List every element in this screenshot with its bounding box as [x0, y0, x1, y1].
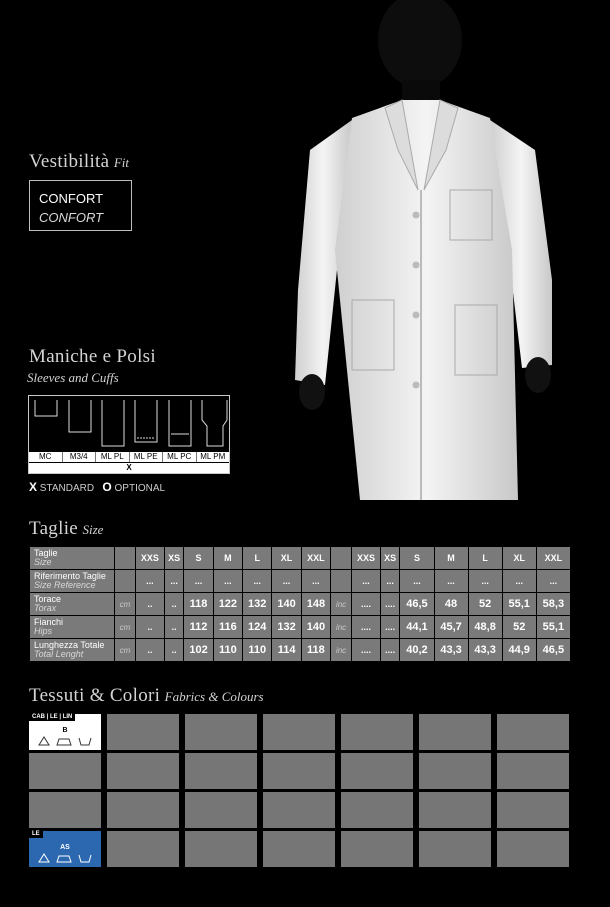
- unit-cell: [115, 570, 135, 592]
- fit-subtitle: Fit: [113, 155, 129, 170]
- fabrics-title: Tessuti & Colori: [29, 685, 161, 706]
- fabrics-subtitle: Fabrics & Colours: [164, 689, 264, 704]
- size-value-cell: 140: [272, 593, 300, 615]
- care-symbols-icon: [37, 736, 93, 746]
- size-value-cell: 58,3: [537, 593, 570, 615]
- row-label-it: Fianchi: [34, 617, 64, 627]
- size-header-cell: XXL: [302, 547, 330, 569]
- size-header-cell: M: [214, 547, 242, 569]
- size-value-cell: 44,9: [503, 639, 536, 661]
- care-symbols-icon: [37, 853, 93, 863]
- fabric-swatch-empty: [263, 714, 335, 750]
- fabric-swatch-empty: [419, 714, 491, 750]
- size-value-cell: ....: [381, 593, 400, 615]
- unit-cell: inc: [331, 616, 351, 638]
- unit-cell: inc: [331, 639, 351, 661]
- size-value-cell: 114: [272, 639, 300, 661]
- size-value-cell: 46,5: [537, 639, 570, 661]
- row-label-it: Taglie: [34, 548, 58, 558]
- fabric-swatch-empty: [107, 753, 179, 789]
- sleeve-option: ML PE: [130, 452, 164, 462]
- fabric-swatch-empty: [341, 831, 413, 867]
- size-value-cell: 55,1: [503, 593, 536, 615]
- row-label-en: Hips: [34, 626, 53, 636]
- sleeves-legend: [29, 480, 165, 494]
- size-value-cell: 52: [469, 593, 502, 615]
- legend-x-mark: X: [29, 480, 38, 494]
- size-value-cell: ...: [136, 570, 164, 592]
- size-value-cell: 46,5: [400, 593, 433, 615]
- unit-cell: cm: [115, 639, 135, 661]
- fabric-swatch-blue: [29, 831, 101, 867]
- unit-cell: [331, 570, 351, 592]
- row-label-it: Torace: [34, 594, 62, 604]
- size-value-cell: 44,1: [400, 616, 433, 638]
- legend-x-label: STANDARD: [39, 483, 95, 494]
- size-value-cell: 122: [214, 593, 242, 615]
- size-row: [30, 616, 570, 638]
- size-value-cell: 110: [214, 639, 242, 661]
- fabrics-heading: [29, 685, 264, 707]
- fabric-swatch-empty: [419, 831, 491, 867]
- size-value-cell: ...: [537, 570, 570, 592]
- fabric-swatch-empty: [497, 831, 569, 867]
- size-header-cell: XXS: [352, 547, 380, 569]
- size-header-cell: L: [469, 547, 502, 569]
- sleeves-title: Maniche e Polsi: [29, 346, 156, 367]
- fabric-swatch-empty: [419, 753, 491, 789]
- size-value-cell: 43,3: [435, 639, 468, 661]
- size-value-cell: ....: [352, 616, 380, 638]
- size-row-label: [30, 639, 114, 661]
- fit-value-it: CONFORT: [39, 191, 104, 206]
- size-value-cell: ...: [184, 570, 212, 592]
- size-value-cell: 43,3: [469, 639, 502, 661]
- fabric-swatch-empty: [185, 792, 257, 828]
- fabric-swatch-empty: [29, 792, 101, 828]
- size-row-label: [30, 593, 114, 615]
- row-label-en: Torax: [34, 603, 57, 613]
- size-value-cell: 40,2: [400, 639, 433, 661]
- row-label-en: Size: [34, 557, 52, 567]
- fabric-swatch-empty: [185, 714, 257, 750]
- unit-cell: [331, 547, 351, 569]
- size-value-cell: ....: [381, 639, 400, 661]
- sleeve-option: MC: [29, 452, 63, 462]
- size-value-cell: 110: [243, 639, 271, 661]
- fabric-swatch-empty: [107, 831, 179, 867]
- size-value-cell: ..: [165, 593, 184, 615]
- size-header-row: [30, 547, 570, 569]
- size-value-cell: 140: [302, 616, 330, 638]
- size-value-cell: 112: [184, 616, 212, 638]
- fabric-code: B: [62, 727, 68, 734]
- fabric-swatch-empty: [185, 753, 257, 789]
- fabric-swatch-empty: [497, 714, 569, 750]
- size-value-cell: ....: [352, 639, 380, 661]
- sleeve-option: ML PC: [163, 452, 197, 462]
- size-value-cell: ...: [272, 570, 300, 592]
- size-header-cell: XXS: [136, 547, 164, 569]
- size-value-cell: 132: [243, 593, 271, 615]
- size-value-cell: 132: [272, 616, 300, 638]
- fabric-code: AS: [60, 844, 70, 851]
- size-row: [30, 570, 570, 592]
- sleeve-options: [29, 452, 229, 462]
- size-value-cell: ...: [214, 570, 242, 592]
- size-value-cell: 102: [184, 639, 212, 661]
- unit-cell: cm: [115, 616, 135, 638]
- size-value-cell: 148: [302, 593, 330, 615]
- size-header-cell: XS: [381, 547, 400, 569]
- size-value-cell: ...: [400, 570, 433, 592]
- sleeve-shapes-icon: [29, 396, 229, 453]
- unit-cell: cm: [115, 593, 135, 615]
- size-value-cell: ...: [469, 570, 502, 592]
- fabric-swatch-empty: [419, 792, 491, 828]
- size-header-cell: XS: [165, 547, 184, 569]
- size-value-cell: ...: [381, 570, 400, 592]
- size-value-cell: 48: [435, 593, 468, 615]
- size-value-cell: ..: [165, 616, 184, 638]
- fit-title: Vestibilità: [29, 151, 110, 172]
- fabric-swatch-empty: [263, 831, 335, 867]
- size-header-cell: XL: [272, 547, 300, 569]
- fabric-tags: CAB | LE | LIN: [29, 714, 75, 721]
- size-value-cell: ..: [136, 616, 164, 638]
- size-value-cell: ..: [136, 639, 164, 661]
- size-value-cell: ...: [352, 570, 380, 592]
- fit-value-en: CONFORT: [39, 210, 104, 225]
- size-value-cell: ...: [302, 570, 330, 592]
- size-row-label: [30, 570, 114, 592]
- fabric-swatch-empty: [107, 714, 179, 750]
- fabric-swatch-empty: [29, 753, 101, 789]
- size-header-cell: L: [243, 547, 271, 569]
- row-label-en: Total Lenght: [34, 649, 84, 659]
- sleeve-option: M3/4: [63, 452, 97, 462]
- fabric-swatch-empty: [341, 714, 413, 750]
- size-value-cell: 48,8: [469, 616, 502, 638]
- product-image-lab-coat: [290, 0, 580, 515]
- size-value-cell: 52: [503, 616, 536, 638]
- sizes-heading: [29, 518, 103, 540]
- fabric-swatch-empty: [341, 792, 413, 828]
- fit-heading: [29, 151, 129, 173]
- size-value-cell: ....: [381, 616, 400, 638]
- size-value-cell: ...: [165, 570, 184, 592]
- sleeves-subtitle: Sleeves and Cuffs: [27, 370, 119, 385]
- fabric-swatch-empty: [263, 753, 335, 789]
- size-header-cell: M: [435, 547, 468, 569]
- size-value-cell: ...: [243, 570, 271, 592]
- size-header-cell: S: [400, 547, 433, 569]
- size-row-label: [30, 616, 114, 638]
- sleeve-option: ML PM: [200, 452, 226, 461]
- row-label-en: Size Reference: [34, 580, 96, 590]
- size-value-cell: 116: [214, 616, 242, 638]
- size-value-cell: 118: [302, 639, 330, 661]
- size-header-cell: XXL: [537, 547, 570, 569]
- size-value-cell: 55,1: [537, 616, 570, 638]
- size-row: [30, 639, 570, 661]
- fabric-swatch-empty: [263, 792, 335, 828]
- fabric-swatch-empty: [185, 831, 257, 867]
- unit-cell: [115, 547, 135, 569]
- sizes-subtitle: Size: [82, 522, 104, 537]
- size-value-cell: 124: [243, 616, 271, 638]
- row-label-it: Lunghezza Totale: [34, 640, 105, 650]
- legend-o-label: OPTIONAL: [114, 483, 166, 494]
- sleeve-option: ML PL: [96, 452, 130, 462]
- fabric-swatch-empty: [341, 753, 413, 789]
- size-value-cell: ..: [165, 639, 184, 661]
- fabric-swatch-empty: [497, 792, 569, 828]
- size-value-cell: 118: [184, 593, 212, 615]
- size-table: [29, 546, 571, 662]
- fit-value-box: [29, 180, 132, 231]
- unit-cell: inc: [331, 593, 351, 615]
- row-label-it: Riferimento Taglie: [34, 571, 106, 581]
- size-value-cell: ...: [435, 570, 468, 592]
- fabric-swatch-white: [29, 714, 101, 750]
- size-value-cell: 45,7: [435, 616, 468, 638]
- size-row: [30, 593, 570, 615]
- legend-o-mark: O: [102, 480, 112, 494]
- size-header-cell: XL: [503, 547, 536, 569]
- fabric-tags: LE: [29, 831, 43, 838]
- sizes-title: Taglie: [29, 518, 79, 539]
- size-value-cell: ....: [352, 593, 380, 615]
- sleeve-availability: X: [29, 463, 229, 473]
- size-value-cell: ..: [136, 593, 164, 615]
- fabric-swatch-empty: [107, 792, 179, 828]
- size-header-cell: S: [184, 547, 212, 569]
- fabric-swatch-empty: [497, 753, 569, 789]
- size-header-label: [30, 547, 114, 569]
- size-value-cell: ...: [503, 570, 536, 592]
